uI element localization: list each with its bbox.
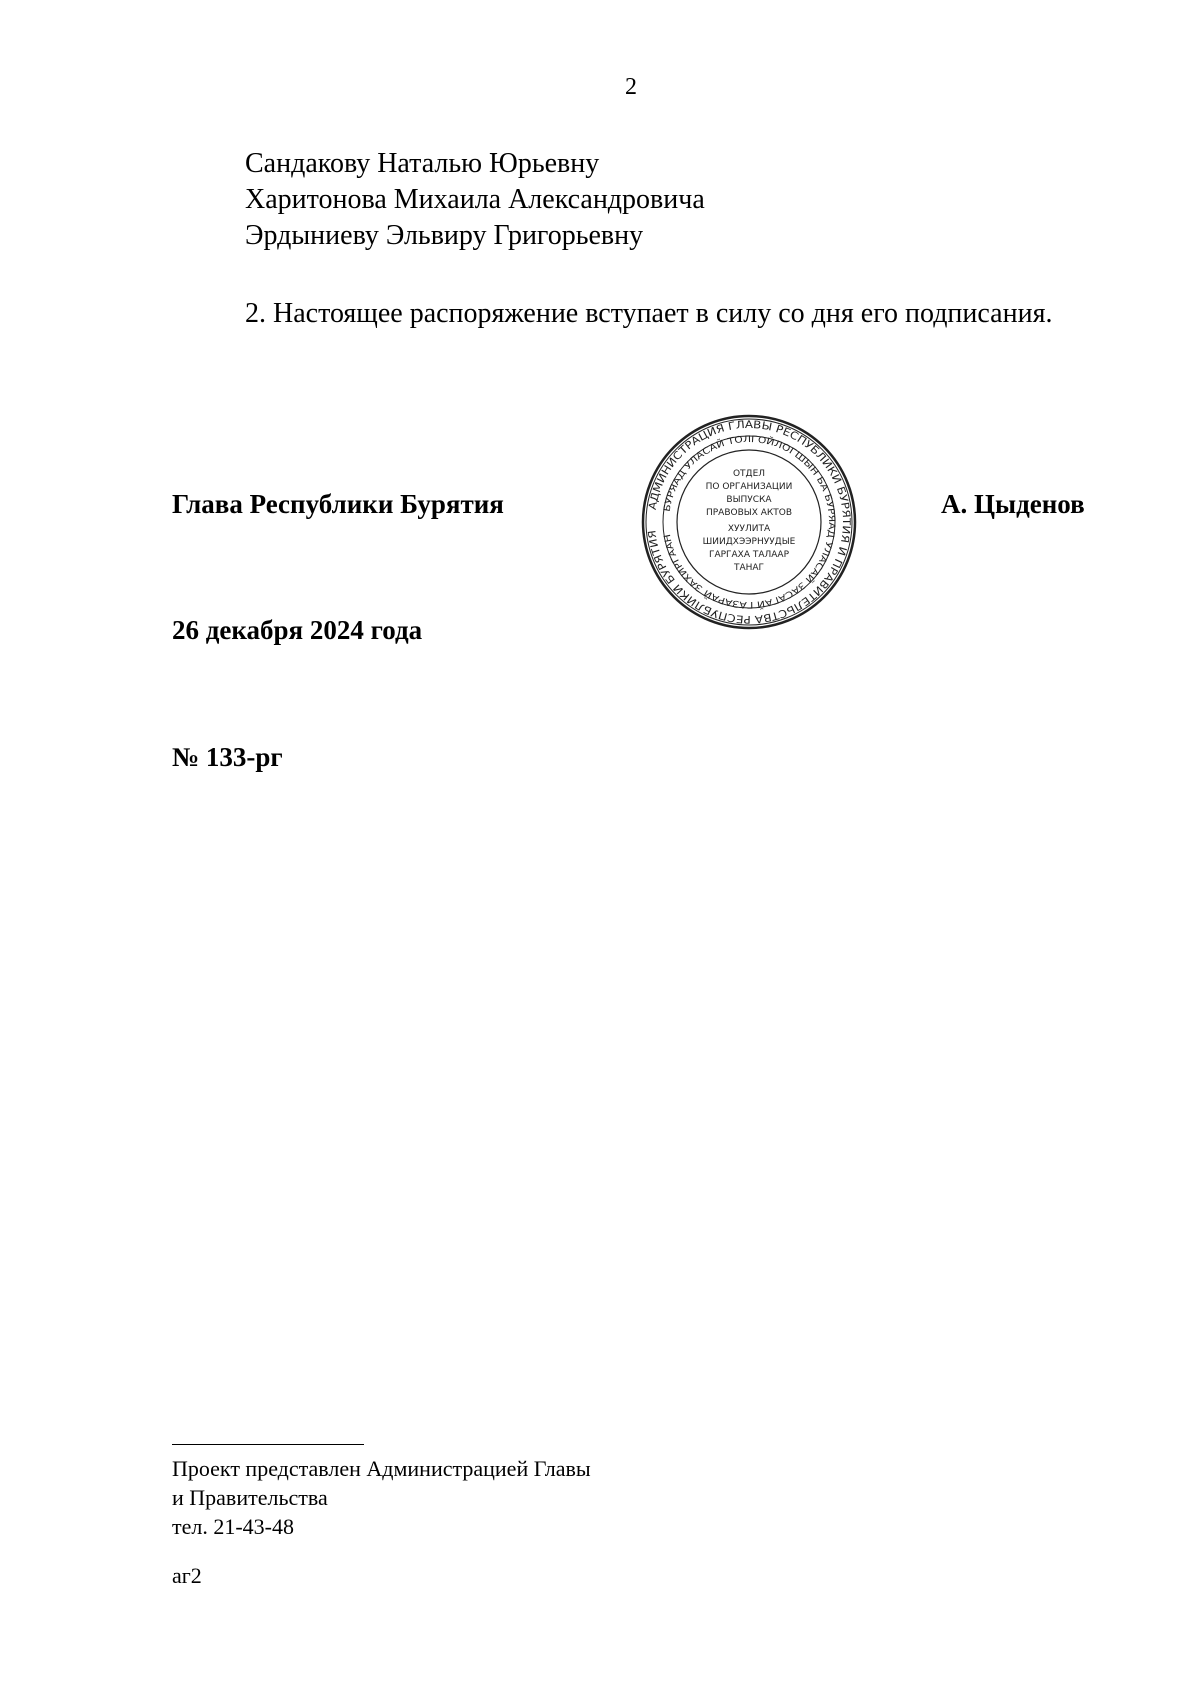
seal-center-line-3: ВЫПУСКА <box>726 495 772 505</box>
seal-center-line-2: ПО ОРГАНИЗАЦИИ <box>705 482 793 492</box>
clause-effective-date: 2. Настоящее распоряжение вступает в силу со дня его подписания. <box>245 298 1053 329</box>
footer-phone: тел. 21-43-48 <box>172 1514 295 1539</box>
page-number: 2 <box>625 74 637 100</box>
seal-center-line-5: ХУУЛИТА <box>727 524 771 534</box>
footer-code: аг2 <box>172 1563 202 1588</box>
footer-line-1: Проект представлен Администрацией Главы <box>172 1456 591 1481</box>
footer-divider <box>172 1444 364 1445</box>
signatory-position: Глава Республики Бурятия <box>172 489 504 519</box>
document-date: 26 декабря 2024 года <box>172 615 423 645</box>
seal-inner-text: БУРЯАД УЛАСАЙ ТОЛГОЙЛОГШЫН БА БУРЯАД УЛАСАЙ ЗАСАГАЙ ГАЗАРАЙ ЗАХИРГААН <box>662 434 837 610</box>
appointee-name-1: Сандакову Наталью Юрьевну <box>245 148 600 179</box>
appointee-name-2: Харитонова Михаила Александровича <box>245 184 705 215</box>
seal-center-line-4: ПРАВОВЫХ АКТОВ <box>705 508 793 518</box>
seal-outer-text: АДМИНИСТРАЦИЯ ГЛАВЫ РЕСПУБЛИКИ БУРЯТИЯ И ПРАВИТЕЛЬСТВА РЕСПУБЛИКИ БУРЯТИЯ <box>646 418 853 626</box>
seal-center-line-1: ОТДЕЛ <box>732 469 766 479</box>
seal-center-line-7: ГАРГАХА ТАЛААР <box>708 550 790 560</box>
appointee-name-3: Эрдыниеву Эльвиру Григорьевну <box>245 220 644 251</box>
signatory-name: А. Цыденов <box>941 489 1085 519</box>
footer-line-2: и Правительства <box>172 1485 328 1510</box>
document-number: № 133-рг <box>172 742 283 772</box>
seal-center-line-8: ТАНАГ <box>733 563 765 573</box>
seal-center-line-6: ШИИДХЭЭРНУУДЫЕ <box>702 537 796 547</box>
official-seal-stamp <box>640 413 858 631</box>
